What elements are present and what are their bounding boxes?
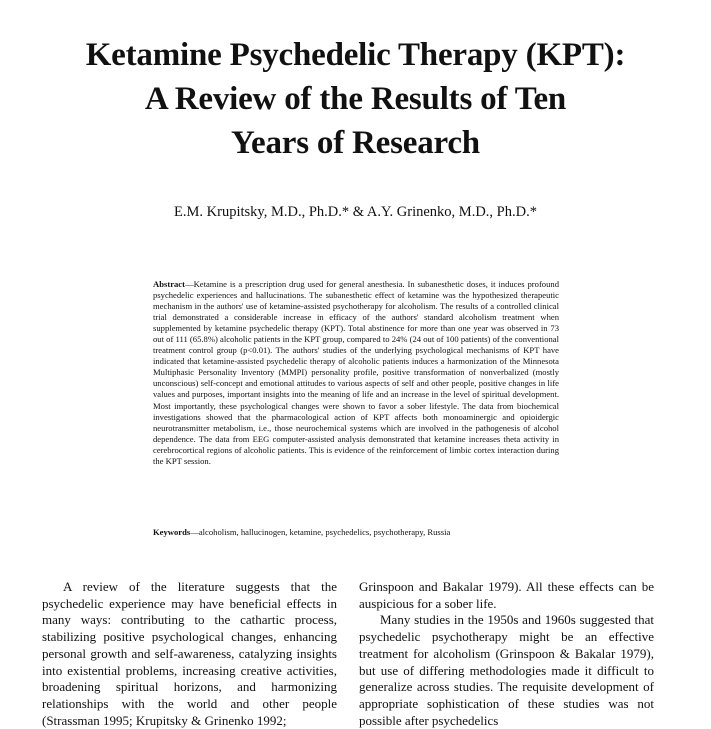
title-line-3: Years of Research <box>231 125 480 161</box>
body-paragraph: Grinspoon and Bakalar 1979). All these effects can be auspicious for a sober life. <box>359 579 654 611</box>
abstract-text: —Ketamine is a prescription drug used for general anesthesia. In subanesthetic doses, it induces profound psychedelic experiences and hallucinations. The subanesthetic effect of ketamine was the hypothesized therapeutic mechanism in the authors' use of ketamine-assisted psychotherapy for alcoholism. The results of a controlled clinical trial demonstrated a considerable increase in efficacy of the authors' standard alcoholism treatment when supplemented by ketamine psychedelic therapy (KPT). Total abstinence for more than one year was observed in 73 out of 111 (65.8%) alcoholic patients in the KPT group, compared to 24% (24 out of 100 patients) of the conventional treatment control group (p<0.01). The authors' studies of the underlying psychological mechanisms of KPT have indicated that ketamine-assisted psychedelic therapy of alcoholic patients induces a harmonization of the Minnesota Multiphasic Personality Inventory (MMPI) personality profile, positive transformation of nonverbalized (mostly unconscious) self-concept and emotional attitudes to various aspects of self and other people, positive changes in life values and purposes, important insights into the meaning of life and an increase in the level of spiritual development. Most importantly, these psychological changes were shown to favor a sober lifestyle. The data from biochemical investigations showed that the pharmacological action of KPT affects both monoaminergic and opioidergic neurotransmitter metabolism, i.e., those neurochemical systems which are involved in the pathogenesis of alcohol dependence. The data from EEG computer-assisted analysis demonstrated that ketamine increases theta activity in cerebrocortical regions of alcoholic patients. This is evidence of the reinforcement of limbic cortex interaction during the KPT session. <box>153 279 559 466</box>
abstract-label: Abstract <box>153 279 185 289</box>
body-paragraph: Many studies in the 1950s and 1960s suggested that psychedelic psychotherapy might be an effective treatment for alcoholism (Grinspoon & Bakalar 1979), but use of differing methodologies made it difficult to generalize across studies. The requisite development of appropriate sophistication of these studies was not possible after psychedelics <box>359 612 654 728</box>
body-left-column <box>42 579 337 729</box>
paper-title <box>0 33 711 165</box>
abstract <box>153 279 559 467</box>
body-paragraph: A review of the literature suggests that the psychedelic experience may have beneficial effects in many ways: contributing to the cathartic process, stabilizing positive psychological changes, enhancing personal growth and self-awareness, catalyzing insights into existential problems, increasing creative activities, broadening spiritual horizons, and harmonizing relationships with the world and other people (Strassman 1995; Krupitsky & Grinenko 1992; <box>42 579 337 728</box>
title-line-1: Ketamine Psychedelic Therapy (KPT): <box>85 37 626 73</box>
keywords-text: —alcoholism, hallucinogen, ketamine, psychedelics, psychotherapy, Russia <box>190 527 451 537</box>
keywords-label: Keywords <box>153 527 191 537</box>
body-right-column <box>359 579 654 729</box>
author-line: E.M. Krupitsky, M.D., Ph.D.* & A.Y. Grinenko, M.D., Ph.D.* <box>174 204 537 220</box>
keywords <box>153 527 573 537</box>
title-line-2: A Review of the Results of Ten <box>144 81 567 117</box>
